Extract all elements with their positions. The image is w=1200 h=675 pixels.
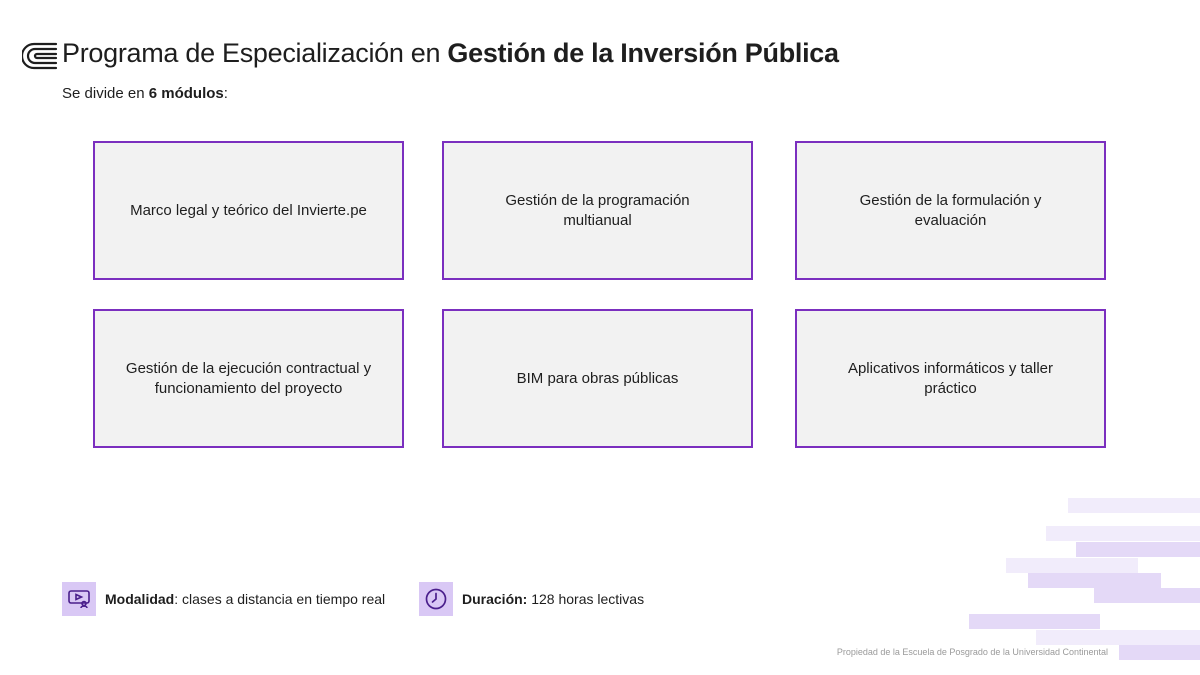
module-label: BIM para obras públicas (516, 369, 679, 387)
module-card-5 (442, 309, 753, 448)
page-title: Programa de Especialización en Gestión de la Inversión Pública (62, 38, 839, 68)
module-label: Gestión de la programación multianual (505, 191, 690, 229)
module-label: Gestión de la ejecución contractual y funcionamiento del proyecto (125, 359, 372, 397)
module-label: Gestión de la formulación y evaluación (859, 191, 1042, 229)
duracion-text: Duración: 128 horas lectivas (462, 591, 645, 607)
module-card-3 (795, 141, 1106, 280)
modules-intro: Se divide en 6 módulos: (62, 85, 228, 102)
module-card-2 (442, 141, 753, 280)
duracion-info (419, 582, 644, 616)
module-card-4 (93, 309, 404, 448)
module-label: Marco legal y teórico del Invierte.pe (130, 201, 367, 219)
modalidad-info (62, 582, 385, 616)
module-card-6 (795, 309, 1106, 448)
stacked-lines-logo-icon (22, 42, 58, 70)
video-class-icon (62, 582, 96, 616)
clock-icon (419, 582, 453, 616)
module-card-1 (93, 141, 404, 280)
module-label: Aplicativos informáticos y taller práctico (847, 359, 1054, 397)
modalidad-text: Modalidad: clases a distancia en tiempo real (105, 591, 386, 607)
footer-ownership-text: Propiedad de la Escuela de Posgrado de la Universidad Continental (836, 647, 1108, 657)
